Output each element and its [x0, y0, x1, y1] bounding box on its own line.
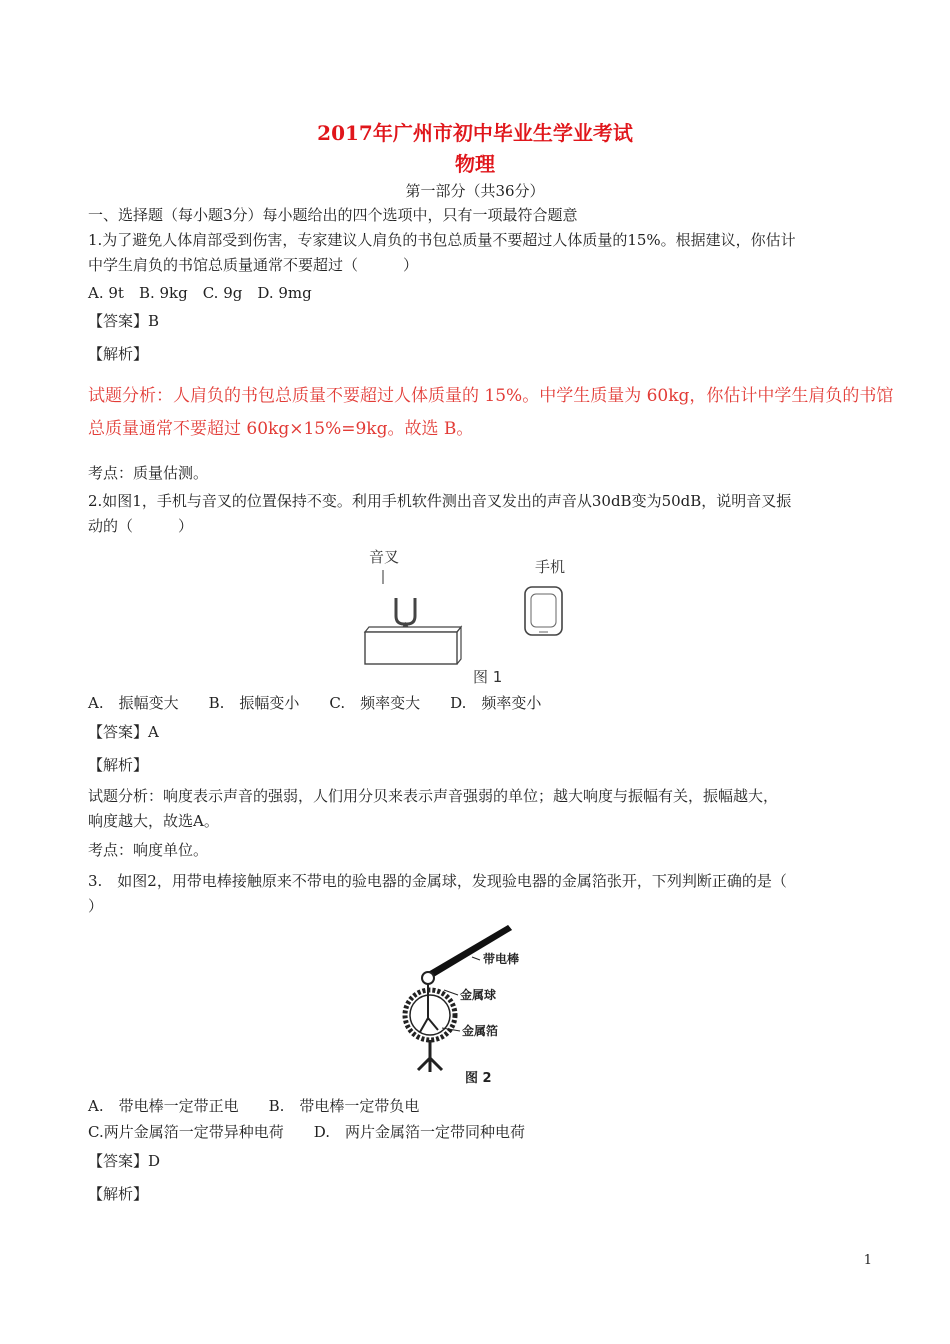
electroscope-jar-icon [405, 984, 455, 1072]
q3-analysis-label: 【解析】 [88, 1185, 149, 1203]
q2-analysis-line1: 试题分析：响度表示声音的强弱，人们用分贝来表示声音强弱的单位；越大响度与振幅有关，振幅越大， [88, 787, 779, 805]
q2-options: A. 振幅变大 B. 振幅变小 C. 频率变大 D. 频率变小 [88, 694, 542, 712]
fig2-caption: 图 2 [465, 1071, 492, 1086]
q2-analysis-line2: 响度越大，故选A。 [88, 812, 219, 830]
q1-analysis-line1: 试题分析：人肩负的书包总质量不要超过人体质量的 15%。中学生质量为 60kg，你估计中学生肩负的书馆 [88, 386, 894, 406]
q1-options: A. 9t B. 9kg C. 9g D. 9mg [88, 284, 312, 302]
fig1-caption: 图 1 [473, 668, 503, 686]
q3-stem-line1: 3. 如图2，用带电棒接触原来不带电的验电器的金属球，发现验电器的金属箔张开，下列判断正确的是（ [88, 872, 787, 890]
q3-stem-line2: ） [88, 897, 104, 915]
page-number: 1 [863, 1253, 872, 1268]
q2-kaodian: 考点：响度单位。 [88, 841, 209, 859]
q3-options-line1: A. 带电棒一定带正电 B. 带电棒一定带负电 [88, 1097, 420, 1115]
q2-answer: 【答案】A [88, 723, 159, 741]
q1-analysis-label: 【解析】 [88, 345, 149, 363]
phone-icon [525, 587, 562, 635]
q2-analysis-label: 【解析】 [88, 756, 149, 774]
figure-2-electroscope [400, 920, 540, 1090]
section-heading: 一、选择题（每小题3分）每小题给出的四个选项中，只有一项最符合题意 [88, 206, 578, 224]
exam-title: 2017年广州市初中毕业生学业考试 [317, 121, 633, 145]
q1-analysis-line2: 总质量通常不要超过 60kg×15%=9kg。故选 B。 [88, 419, 474, 439]
wooden-box-icon [365, 627, 461, 664]
q3-answer: 【答案】D [88, 1152, 161, 1170]
q1-stem-line2: 中学生肩负的书馆总质量通常不要超过（ ） [88, 256, 419, 274]
part-heading: 第一部分（共36分） [405, 182, 545, 200]
q1-answer: 【答案】B [88, 312, 160, 330]
fig1-label-phone: 手机 [535, 558, 566, 576]
q2-stem-line1: 2.如图1，手机与音叉的位置保持不变。利用手机软件测出音叉发出的声音从30dB变为50dB，说明音叉振 [88, 492, 792, 510]
q1-kaodian: 考点：质量估测。 [88, 464, 209, 482]
fig2-label-rod: 带电棒 [483, 952, 520, 966]
q1-stem-line1: 1.为了避免人体肩部受到伤害，专家建议人肩负的书包总质量不要超过人体质量的15%。根据建议，你估计 [88, 231, 796, 249]
fig1-label-fork: 音叉 [369, 548, 400, 566]
subject-title: 物理 [455, 152, 495, 176]
figure-1-tuning-fork-phone [355, 542, 585, 692]
fig2-label-foil: 金属箔 [462, 1024, 499, 1038]
metal-ball-icon [422, 972, 434, 984]
fig2-label-ball: 金属球 [460, 988, 497, 1002]
q3-options-line2: C.两片金属箔一定带异种电荷 D. 两片金属箔一定带同种电荷 [88, 1123, 525, 1141]
q2-stem-line2: 动的（ ） [88, 517, 194, 535]
